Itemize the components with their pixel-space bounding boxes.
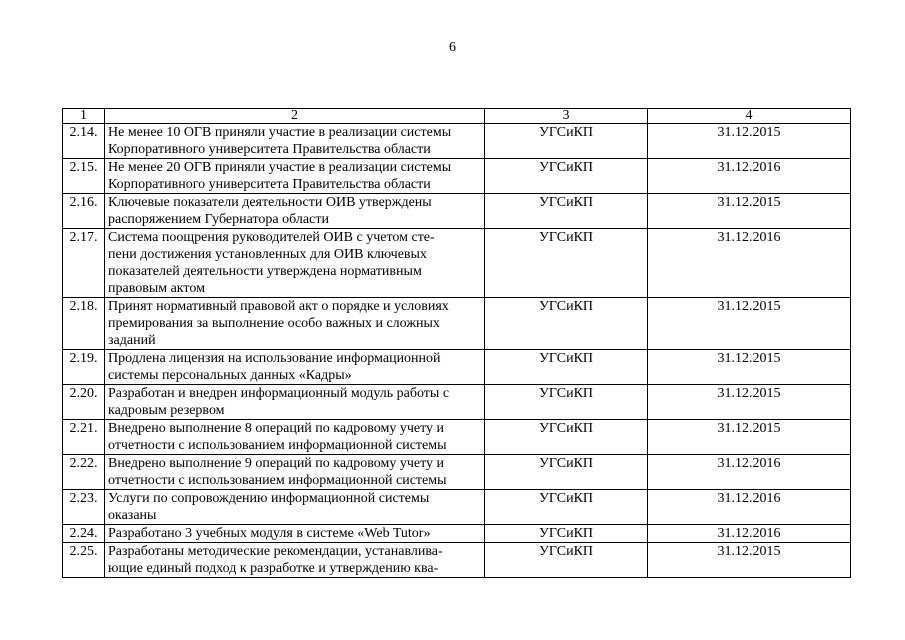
row-description [105,455,485,490]
row-responsible: УГСиКП [485,490,648,525]
row-description-text: Продлена лицензия на использование информационной системы персональных данных «Кадры» [108,351,441,383]
row-number: 2.25. [63,543,105,578]
row-description-text: Внедрено выполнение 8 операций по кадровому учету и отчетности с использованием информационной системы [108,421,447,453]
row-responsible: УГСиКП [485,455,648,490]
row-responsible: УГСиКП [485,543,648,578]
row-deadline: 31.12.2016 [648,525,851,543]
row-number: 2.17. [63,229,105,298]
row-description-text: Услуги по сопровождению информационной системы оказаны [108,491,430,523]
column-header-2: 2 [105,109,485,124]
row-deadline: 31.12.2015 [648,350,851,385]
row-deadline: 31.12.2016 [648,490,851,525]
table-row [63,385,851,420]
table-row [63,455,851,490]
page-number: 6 [449,40,456,55]
row-description-text: Разработаны методические рекомендации, устанавлива- ющие единый подход к разработке и утверждению ква- [108,544,443,576]
row-deadline: 31.12.2015 [648,298,851,350]
row-responsible: УГСиКП [485,350,648,385]
column-header-1: 1 [63,109,105,124]
row-description [105,350,485,385]
row-number: 2.23. [63,490,105,525]
table-row [63,543,851,578]
row-number: 2.18. [63,298,105,350]
row-description-text: Принят нормативный правовой акт о порядке и условиях премирования за выполнение особо важных и сложных заданий [108,299,449,348]
table-row [63,194,851,229]
row-number: 2.19. [63,350,105,385]
row-description-text: Внедрено выполнение 9 операций по кадровому учету и отчетности с использованием информационной системы [108,456,447,488]
table-body [63,124,851,578]
table-row [63,229,851,298]
table-header-row [63,109,851,124]
table-row [63,298,851,350]
row-responsible: УГСиКП [485,385,648,420]
row-deadline: 31.12.2016 [648,229,851,298]
row-description [105,229,485,298]
row-number: 2.20. [63,385,105,420]
table-row [63,525,851,543]
table-row [63,124,851,159]
row-description-text: Ключевые показатели деятельности ОИВ утверждены распоряжением Губернатора области [108,195,432,227]
row-number: 2.22. [63,455,105,490]
row-description [105,490,485,525]
column-header-4: 4 [648,109,851,124]
row-description [105,124,485,159]
row-number: 2.14. [63,124,105,159]
row-number: 2.21. [63,420,105,455]
row-description-text: Разработан и внедрен информационный модуль работы с кадровым резервом [108,386,450,418]
row-deadline: 31.12.2016 [648,455,851,490]
row-description [105,525,485,543]
plan-table [62,108,851,578]
row-description [105,298,485,350]
row-description [105,385,485,420]
row-responsible: УГСиКП [485,124,648,159]
row-number: 2.15. [63,159,105,194]
row-deadline: 31.12.2015 [648,385,851,420]
row-deadline: 31.12.2015 [648,543,851,578]
table-row [63,159,851,194]
table-row [63,350,851,385]
row-responsible: УГСиКП [485,525,648,543]
row-responsible: УГСиКП [485,159,648,194]
row-responsible: УГСиКП [485,229,648,298]
row-description-text: Не менее 20 ОГВ приняли участие в реализации системы Корпоративного университета Правительства области [108,160,452,192]
row-deadline: 31.12.2015 [648,420,851,455]
row-deadline: 31.12.2015 [648,194,851,229]
row-description-text: Разработано 3 учебных модуля в системе «Web Tutor» [108,526,431,541]
row-responsible: УГСиКП [485,420,648,455]
row-deadline: 31.12.2016 [648,159,851,194]
column-header-3: 3 [485,109,648,124]
row-description-text: Не менее 10 ОГВ приняли участие в реализации системы Корпоративного университета Правительства области [108,125,452,157]
row-deadline: 31.12.2015 [648,124,851,159]
row-responsible: УГСиКП [485,194,648,229]
row-description [105,543,485,578]
row-description [105,194,485,229]
row-number: 2.16. [63,194,105,229]
table-row [63,490,851,525]
row-description [105,420,485,455]
row-responsible: УГСиКП [485,298,648,350]
row-number: 2.24. [63,525,105,543]
row-description-text: Система поощрения руководителей ОИВ с учетом сте- пени достижения установленных для ОИВ ключевых показателей деятельности утверждена нормативным правовым актом [108,230,435,296]
row-description [105,159,485,194]
table-row [63,420,851,455]
